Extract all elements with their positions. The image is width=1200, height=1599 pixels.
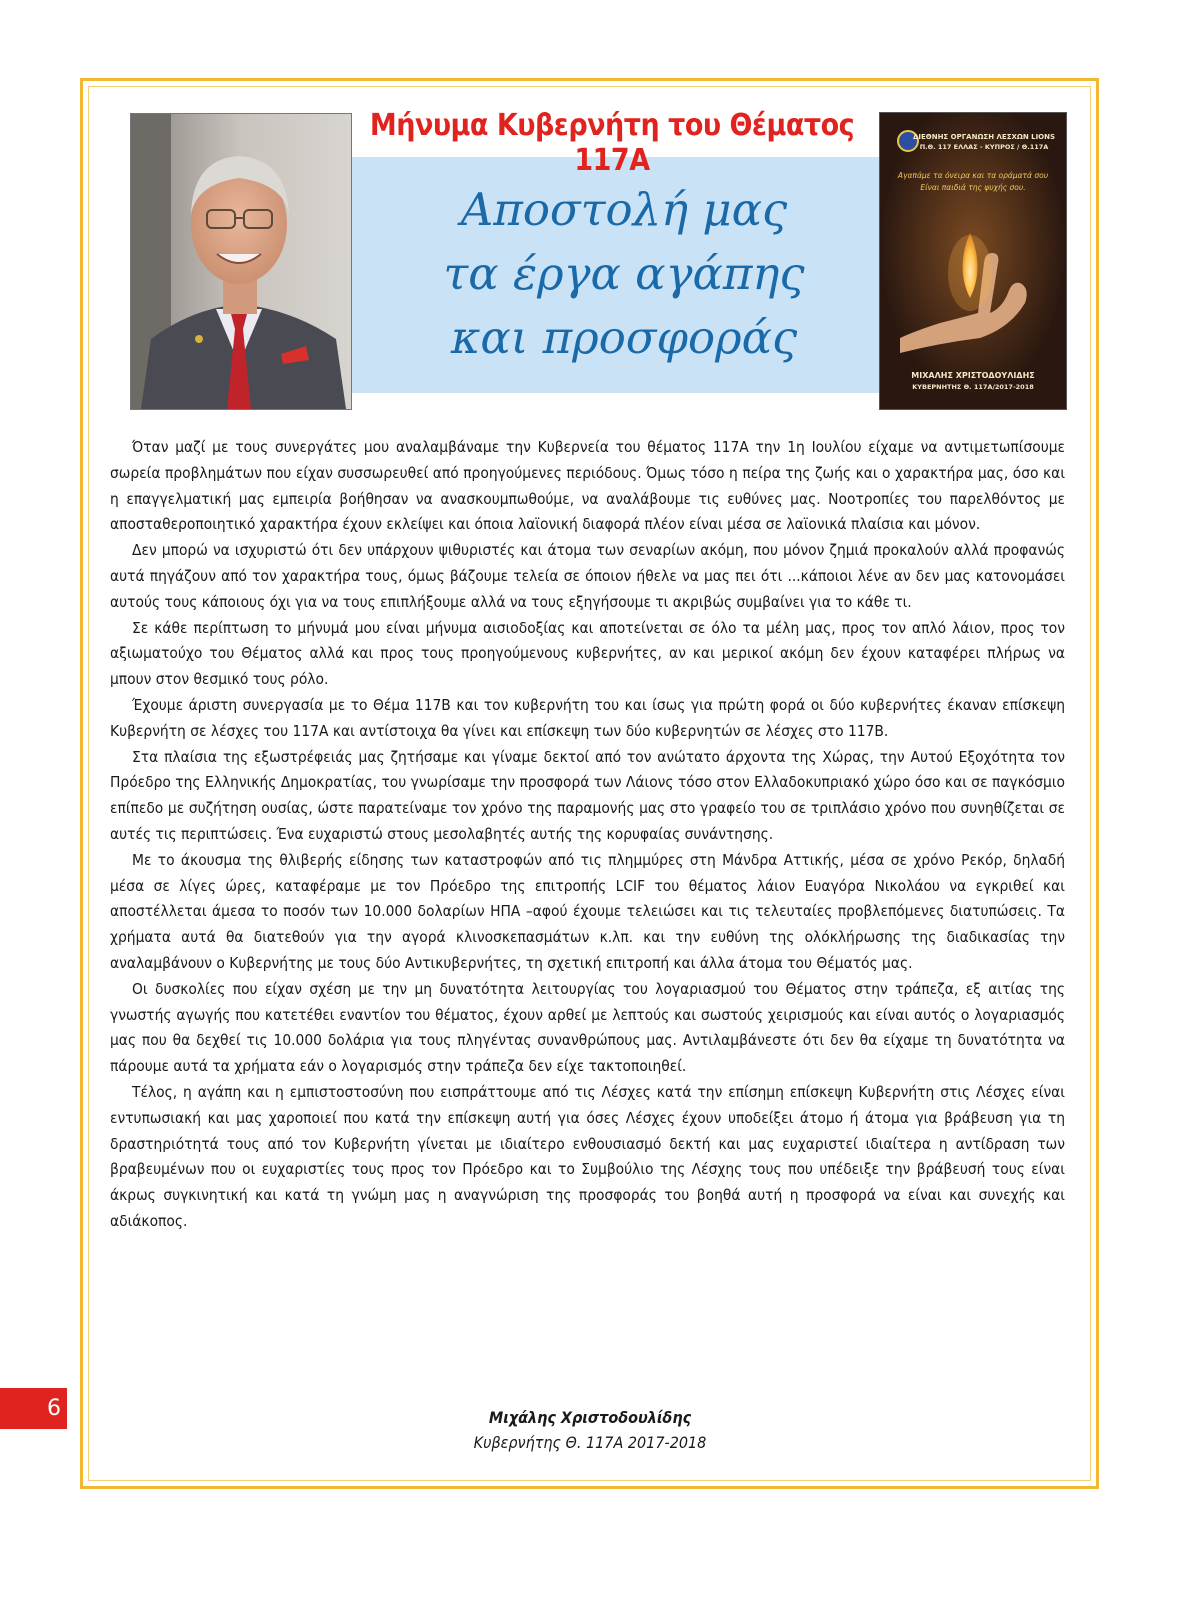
page-number: 6 xyxy=(47,1396,61,1421)
book-cover-image xyxy=(880,113,1066,409)
paragraph: Στα πλαίσια της εξωστρέφειάς μας ζητήσαμε και γίναμε δεκτοί από τον ανώτατο άρχοντα της Χώρας, την Αυτού Εξοχότητα τον Πρόεδρο της Ελληνικής Δημοκρατίας, του γνωρίσαμε την προσφορά των Λάιονς τόσο στον Ελλαδοκυπριακό χώρο όσο και σε παγκόσμιο επίπεδο με συζήτηση ουσίας, ώστε παρατείναμε τον χρόνο της παραμονής μας στο γραφείο του σε τριπλάσιο χρόνο που συνηθίζεται σε αυτές τις περιπτώσεις. Ένα ευχαριστώ στους μεσολαβητές αυτής της κορυφαίας συνάντησης. xyxy=(110,747,1065,843)
subtitle xyxy=(440,178,808,370)
signature-name: Μιχάλης Χριστοδουλίδης xyxy=(488,1408,692,1427)
paragraph: Έχουμε άριστη συνεργασία με το Θέμα 117Β και τον κυβερνήτη του και ίσως για πρώτη φορά οι δύο κυβερνήτες έκαναν επίσκεψη Κυβερνήτη σε λέσχες του 117Α και αντίστοιχα θα γίνει και επίσκεψη των δύο κυβερνητών σε λέσχες στο 117Β. xyxy=(110,695,1065,740)
cover-motto-line-2: Είναι παιδιά της ψυχής σου. xyxy=(920,183,1026,192)
portrait-image xyxy=(131,114,351,409)
cover-author: ΜΙΧΑΛΗΣ ΧΡΙΣΤΟΔΟΥΛΙΔΗΣ xyxy=(911,371,1035,380)
book-cover xyxy=(879,112,1067,410)
signature xyxy=(390,1405,790,1455)
paragraph: Δεν μπορώ να ισχυριστώ ότι δεν υπάρχουν ψιθυριστές και άτομα των σεναρίων ακόμη, που μόνον ζημιά προκαλούν αλλά προφανώς αυτά πηγάζουν από τον χαρακτήρα τους, όμως βάζουμε τελεία σε όποιον ήθελε να μας πει ότι ...κάποιοι λένε αν δεν μας κατονομάσει αυτούς τους κάποιους όχι για να τους επιπλήξουμε αλλά να τους εξηγήσουμε τι ακριβώς συμβαίνει για το κάθε τι. xyxy=(110,541,1065,611)
paragraph: Τέλος, η αγάπη και η εμπιστοστοσύνη που εισπράττουμε από τις Λέσχες κατά την επίσημη επίσκεψη Κυβερνήτη στις Λέσχες είναι εντυπωσιακή και μας χαροποιεί που κατά την επίσκεψη αυτή για όσες Λέσχες έχουν υποδείξει άτομο ή άτομα για βράβευση για τη δραστηριότητά τους από τον Κυβερνήτη γίνεται με ιδιαίτερο ενθουσιασμό δεκτή και μας ευχαριστεί ιδιαίτερα η αντίδραση των βραβευμένων που οι ευχαριστίες τους προς τον Πρόεδρο και το Συμβούλιο της Λέσχης τους που υπέδειξε την βράβευσή τους είναι άκρως συγκινητική και κατά τη γνώμη μας η αναγνώριση της προσφοράς του βοηθά αυτή η προσφορά να είναι και συνεχής και αδιάκοπος. xyxy=(110,1082,1065,1230)
subtitle-line-2: τα έργα αγάπης xyxy=(443,247,805,300)
paragraph: Όταν μαζί με τους συνεργάτες μου αναλαμβάναμε την Κυβερνεία του θέματος 117Α την 1η Ιουλίου είχαμε να αντιμετωπίσουμε σωρεία προβλημάτων που είχαν συσσωρευθεί από προηγούμενες περιόδους. Όμως τόσο η πείρα της ζωής και ο χαρακτήρα μας, όσο και η επαγγελματική μας εμπειρία βοήθησαν να ανασκουμπωθούμε, να αναλάβουμε τις ευθύνες μας. Νοοτροπίες του παρελθόντος με αποσταθεροποιητικό χαρακτήρα έχουν εκλείψει και όποια λαϊονική διαφορά πλέον είναι μέσα σε λαϊονικά πλαίσια και μόνον. xyxy=(110,438,1065,534)
paragraph: Οι δυσκολίες που είχαν σχέση με την μη δυνατότητα λειτουργίας του λογαριασμού του Θέματος στην τράπεζα, εξ αιτίας της γνωστής αγωγής που κατετέθει εναντίον του θέματος, έχουν αρθεί με λεπτούς και σωστούς χειρισμούς και είναι αυτός ο λογαριασμός μας που θα δεχθεί τις 10.000 δολάρια για τους πληγέντας συνανθρώπους μας. Αντιλαμβάνεστε ότι δεν θα είχαμε τη δυνατότητα να πάρουμε αυτά τα χρήματα εάν ο λογαρισμός στην τράπεζα δεν είχε τακτοποιηθεί. xyxy=(110,979,1065,1076)
subtitle-line-3: και προσφοράς xyxy=(450,311,798,364)
governor-portrait xyxy=(130,113,352,410)
cover-org-line-1: ΔΙΕΘΝΗΣ ΟΡΓΑΝΩΣΗ ΛΕΣΧΩΝ LIONS xyxy=(912,133,1056,141)
cover-role: ΚΥΒΕΡΝΗΤΗΣ Θ. 117Α/2017-2018 xyxy=(912,383,1034,391)
paragraph: Σε κάθε περίπτωση το μήνυμά μου είναι μήνυμα αισιοδοξίας και αποτείνεται σε όλο τα μέλη μας, προς τον απλό λάιον, προς τον αξιωματούχο του Θέματος αλλά και προς τους προηγούμενους κυβερνήτες, αν και μερικοί ακόμη δεν έχουν καταφέρει πλήρως να μπουν στον θεσμικό τους ρόλο. xyxy=(110,618,1065,689)
subtitle-line-1: Αποστολή μας xyxy=(460,183,788,236)
cover-org-line-2: Π.Θ. 117 ΕΛΛΑΣ - ΚΥΠΡΟΣ / Θ.117Α xyxy=(919,143,1049,151)
cover-motto-line-1: Αγαπάμε τα όνειρα και τα οράματά σου xyxy=(897,171,1049,180)
article-body xyxy=(110,435,1065,1235)
signature-role: Κυβερνήτης Θ. 117Α 2017-2018 xyxy=(473,1433,707,1452)
paragraph: Με το άκουσμα της θλιβερής είδησης των καταστροφών από τις πλημμύρες στη Μάνδρα Αττικής, μέσα σε χρόνο Ρεκόρ, δηλαδή μέσα σε λίγες ώρες, καταφέραμε με τον Πρόεδρο της επιτροπής LCIF του θέματος λάιον Ευαγόρα Νικολάου να εγκριθεί και αποστέλλεται άμεσα το ποσόν των 10.000 δολαρίων ΗΠΑ –αφού έχουμε τελειώσει και τις τελευταίες προβλεπόμενες διατυπώσεις. Τα χρήματα αυτά θα διατεθούν για την αγορά κλινοσκεπασμάτων κ.λπ. και την ευθύνη της ολόκλήρωσης της διαδικασίας την αναλαμβάνουν ο Κυβερνήτης με τους δύο Αντικυβερνήτες, τη σχετική επιτροπή και άλλα άτομα του Θέματός μας. xyxy=(110,850,1065,972)
page-title: Μήνυμα Κυβερνήτη του Θέματος 117Α xyxy=(369,108,855,178)
page-number-tab xyxy=(0,1388,67,1429)
